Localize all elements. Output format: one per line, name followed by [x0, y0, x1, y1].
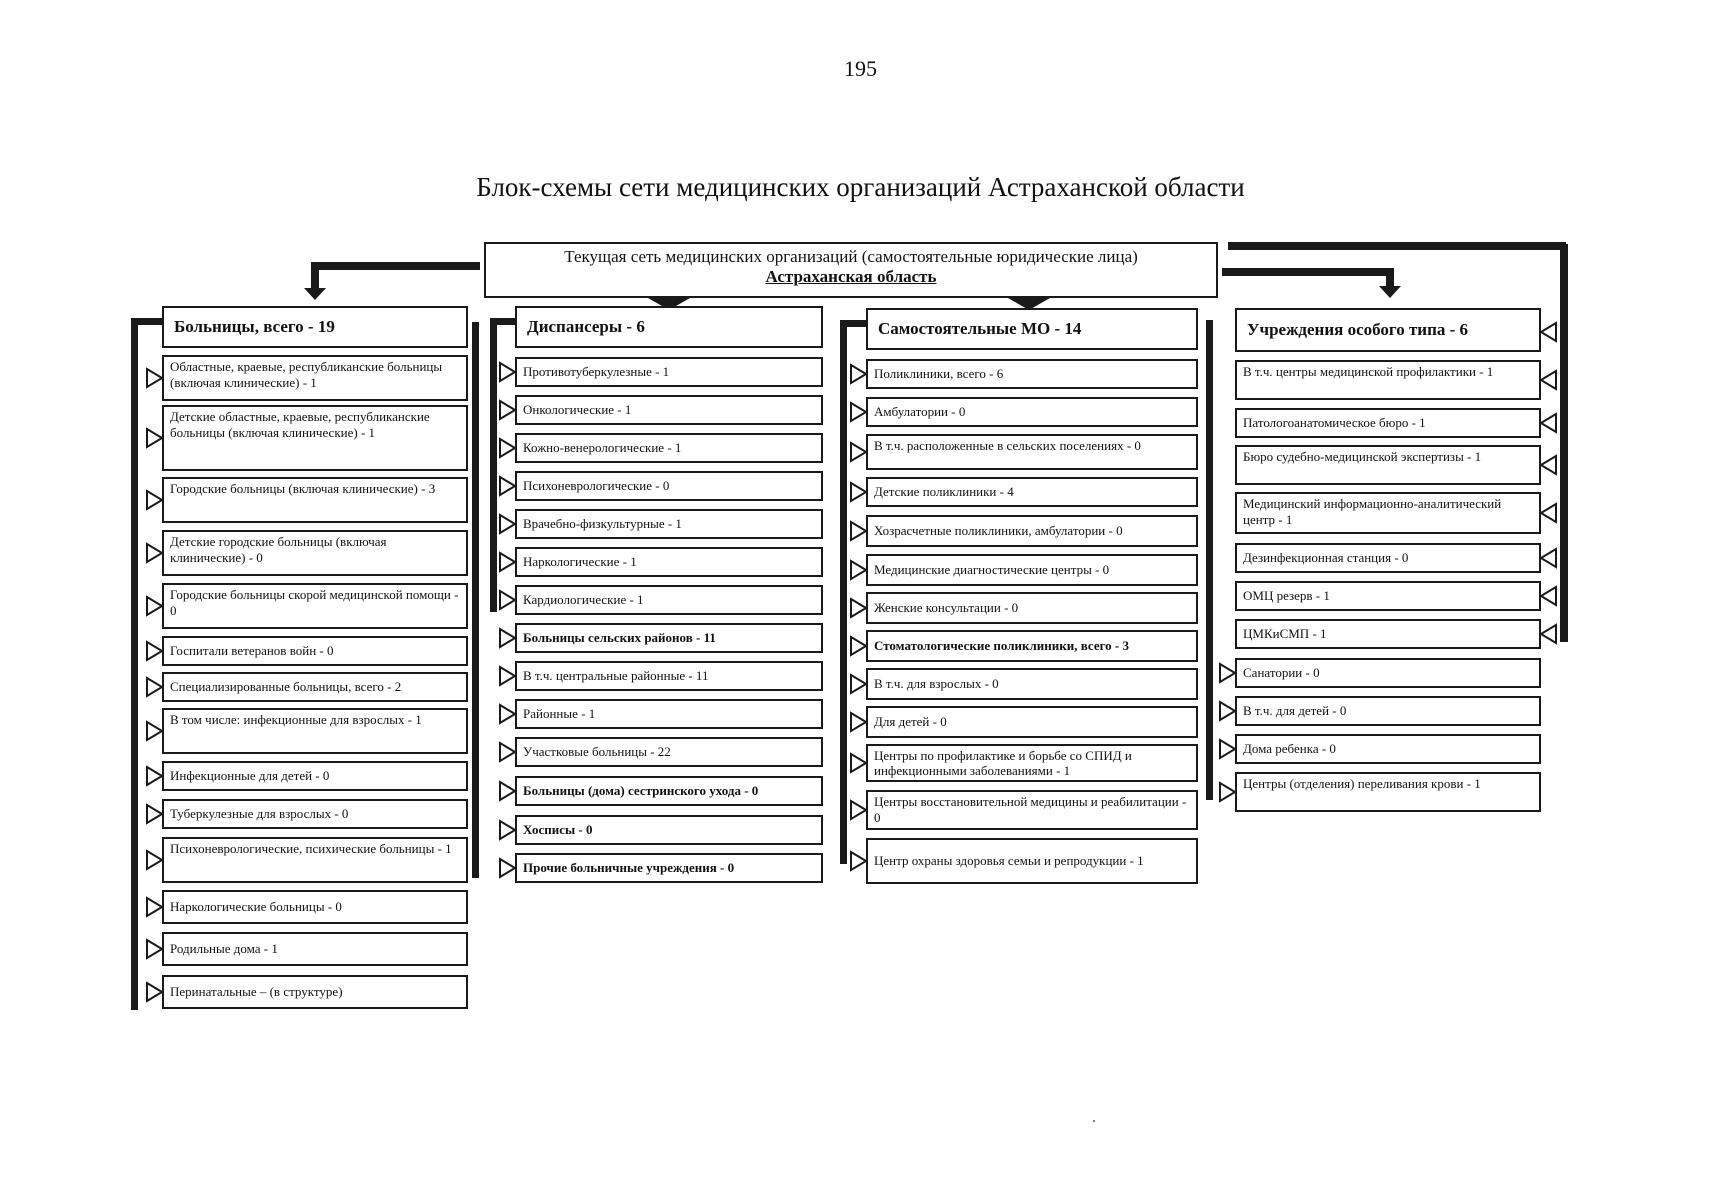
- root-left-branch: [315, 262, 480, 270]
- root-right-arrowhead: [1379, 286, 1401, 298]
- independent-item: В т.ч. для взрослых - 0: [866, 668, 1198, 700]
- dispensary-item: Врачебно-физкультурные - 1: [515, 509, 823, 539]
- special-item: Санатории - 0: [1235, 658, 1541, 688]
- hospital-arrow: [147, 544, 162, 562]
- dispensary-item: Кардиологические - 1: [515, 585, 823, 615]
- special-arrow-right: [1541, 456, 1556, 474]
- hospital-item: Инфекционные для детей - 0: [162, 761, 468, 791]
- independent-item: Медицинские диагностические центры - 0: [866, 554, 1198, 586]
- hospital-arrow: [147, 767, 162, 785]
- independent-arrow: [851, 754, 866, 772]
- rural-arrow: [500, 667, 515, 685]
- dispensary-arrow: [500, 591, 515, 609]
- rural-hospital-item: Больницы (дома) сестринского ухода - 0: [515, 776, 823, 806]
- hospital-item: Туберкулезные для взрослых - 0: [162, 799, 468, 829]
- independent-arrow: [851, 522, 866, 540]
- independent-item: В т.ч. расположенные в сельских поселениях - 0: [866, 434, 1198, 470]
- rural-arrow: [500, 629, 515, 647]
- special-arrow-right: [1541, 504, 1556, 522]
- dispensary-item: Наркологические - 1: [515, 547, 823, 577]
- independent-arrow: [851, 713, 866, 731]
- hospitals-vertical-bar: [131, 320, 138, 1010]
- hospital-arrow: [147, 851, 162, 869]
- special-item: Медицинский информационно-аналитический центр - 1: [1235, 492, 1541, 534]
- independent-item: Центры восстановительной медицины и реабилитации - 0: [866, 790, 1198, 830]
- special-arrow-right: [1541, 414, 1556, 432]
- independent-item: Центры по профилактике и борьбе со СПИД и инфекционными заболеваниями - 1: [866, 744, 1198, 782]
- hospital-item: Наркологические больницы - 0: [162, 890, 468, 924]
- dispensary-arrow: [500, 477, 515, 495]
- independent-arrow: [851, 852, 866, 870]
- hospitals-bar-top: [131, 318, 162, 325]
- special-arrow-right: [1541, 625, 1556, 643]
- hospital-item: Госпитали ветеранов войн - 0: [162, 636, 468, 666]
- dispensaries-vertical-bar: [490, 320, 497, 612]
- dispensary-arrow: [500, 363, 515, 381]
- dispensaries-header: Диспансеры - 6: [515, 306, 823, 348]
- independent-item: Для детей - 0: [866, 706, 1198, 738]
- root-left-drop: [311, 262, 319, 292]
- independent-item: Амбулатории - 0: [866, 397, 1198, 427]
- special-item: Бюро судебно-медицинской экспертизы - 1: [1235, 445, 1541, 485]
- special-arrow-left: [1220, 783, 1235, 801]
- independent-item: Поликлиники, всего - 6: [866, 359, 1198, 389]
- independent-item: Центр охраны здоровья семьи и репродукции - 1: [866, 838, 1198, 884]
- page-number: 195: [844, 56, 877, 81]
- rural-arrow: [500, 705, 515, 723]
- special-header: Учреждения особого типа - 6: [1235, 308, 1541, 352]
- root-region: Астраханская область: [765, 267, 937, 286]
- hospital-item: Детские городские больницы (включая клинические) - 0: [162, 530, 468, 576]
- independent-arrow: [851, 637, 866, 655]
- dispensaries-bar-top: [490, 318, 515, 325]
- dispensary-item: Психоневрологические - 0: [515, 471, 823, 501]
- independent-arrow: [851, 801, 866, 819]
- special-item: Центры (отделения) переливания крови - 1: [1235, 772, 1541, 812]
- rural-arrow: [500, 859, 515, 877]
- special-arrow-left: [1220, 664, 1235, 682]
- dispensary-arrow: [500, 439, 515, 457]
- independent-arrow: [851, 599, 866, 617]
- special-item: ОМЦ резерв - 1: [1235, 581, 1541, 611]
- special-arrow-right: [1541, 323, 1556, 341]
- root-box: [484, 242, 1218, 298]
- root-right-top-bar: [1228, 242, 1566, 250]
- special-right-bar: [1560, 244, 1568, 642]
- hospitals-right-bar: [472, 322, 479, 878]
- dispensary-item: Онкологические - 1: [515, 395, 823, 425]
- rural-arrow: [500, 782, 515, 800]
- rural-hospital-item: Хосписы - 0: [515, 815, 823, 845]
- hospital-item: Детские областные, краевые, республиканские больницы (включая клинические) - 1: [162, 405, 468, 471]
- special-item: Дезинфекционная станция - 0: [1235, 543, 1541, 573]
- hospital-item: Перинатальные – (в структуре): [162, 975, 468, 1009]
- hospital-arrow: [147, 642, 162, 660]
- special-item: Дома ребенка - 0: [1235, 734, 1541, 764]
- scan-speck: [1093, 1120, 1095, 1122]
- hospitals-header: Больницы, всего - 19: [162, 306, 468, 348]
- rural-hospital-item: Больницы сельских районов - 11: [515, 623, 823, 653]
- hospital-arrow: [147, 491, 162, 509]
- special-item: В т.ч. центры медицинской профилактики - 1: [1235, 360, 1541, 400]
- rural-arrow: [500, 821, 515, 839]
- hospital-item: В том числе: инфекционные для взрослых - 1: [162, 708, 468, 754]
- rural-hospital-item: Районные - 1: [515, 699, 823, 729]
- independent-item: Стоматологические поликлиники, всего - 3: [866, 630, 1198, 662]
- special-arrow-right: [1541, 587, 1556, 605]
- special-item: ЦМКиСМП - 1: [1235, 619, 1541, 649]
- dispensary-arrow: [500, 401, 515, 419]
- hospital-item: Городские больницы (включая клинические) - 3: [162, 477, 468, 523]
- special-arrow-right: [1541, 549, 1556, 567]
- hospital-arrow: [147, 805, 162, 823]
- diagram-title: Блок-схемы сети медицинских организаций Астраханской области: [476, 172, 1245, 202]
- dispensary-item: Противотуберкулезные - 1: [515, 357, 823, 387]
- independent-bar-top: [840, 320, 866, 327]
- root-label: Текущая сеть медицинских организаций (самостоятельные юридические лица): [564, 247, 1138, 266]
- hospital-item: Родильные дома - 1: [162, 932, 468, 966]
- dispensary-arrow: [500, 553, 515, 571]
- root-left-arrowhead: [304, 288, 326, 300]
- special-left-bar: [1206, 320, 1213, 800]
- independent-arrow: [851, 561, 866, 579]
- independent-header: Самостоятельные МО - 14: [866, 308, 1198, 350]
- special-arrow-left: [1220, 740, 1235, 758]
- independent-arrow: [851, 443, 866, 461]
- independent-item: Детские поликлиники - 4: [866, 477, 1198, 507]
- special-arrow-left: [1220, 702, 1235, 720]
- hospital-arrow: [147, 898, 162, 916]
- rural-hospital-item: Участковые больницы - 22: [515, 737, 823, 767]
- hospital-arrow: [147, 940, 162, 958]
- hospital-arrow: [147, 678, 162, 696]
- independent-arrow: [851, 365, 866, 383]
- hospital-item: Психоневрологические, психические больницы - 1: [162, 837, 468, 883]
- special-item: В т.ч. для детей - 0: [1235, 696, 1541, 726]
- independent-vertical-bar: [840, 322, 847, 864]
- root-right-branch: [1222, 268, 1392, 276]
- independent-arrow: [851, 675, 866, 693]
- hospital-arrow: [147, 597, 162, 615]
- hospital-arrow: [147, 429, 162, 447]
- rural-hospital-item: Прочие больничные учреждения - 0: [515, 853, 823, 883]
- independent-item: Женские консультации - 0: [866, 592, 1198, 624]
- hospital-arrow: [147, 983, 162, 1001]
- hospital-arrow: [147, 722, 162, 740]
- special-item: Патологоанатомическое бюро - 1: [1235, 408, 1541, 438]
- dispensary-arrow: [500, 515, 515, 533]
- independent-item: Хозрасчетные поликлиники, амбулатории - 0: [866, 515, 1198, 547]
- dispensary-item: Кожно-венерологические - 1: [515, 433, 823, 463]
- special-arrow-right: [1541, 371, 1556, 389]
- hospital-item: Городские больницы скорой медицинской помощи - 0: [162, 583, 468, 629]
- rural-hospital-item: В т.ч. центральные районные - 11: [515, 661, 823, 691]
- independent-arrow: [851, 483, 866, 501]
- independent-arrow: [851, 403, 866, 421]
- hospital-item: Областные, краевые, республиканские больницы (включая клинические) - 1: [162, 355, 468, 401]
- rural-arrow: [500, 743, 515, 761]
- hospital-arrow: [147, 369, 162, 387]
- hospital-item: Специализированные больницы, всего - 2: [162, 672, 468, 702]
